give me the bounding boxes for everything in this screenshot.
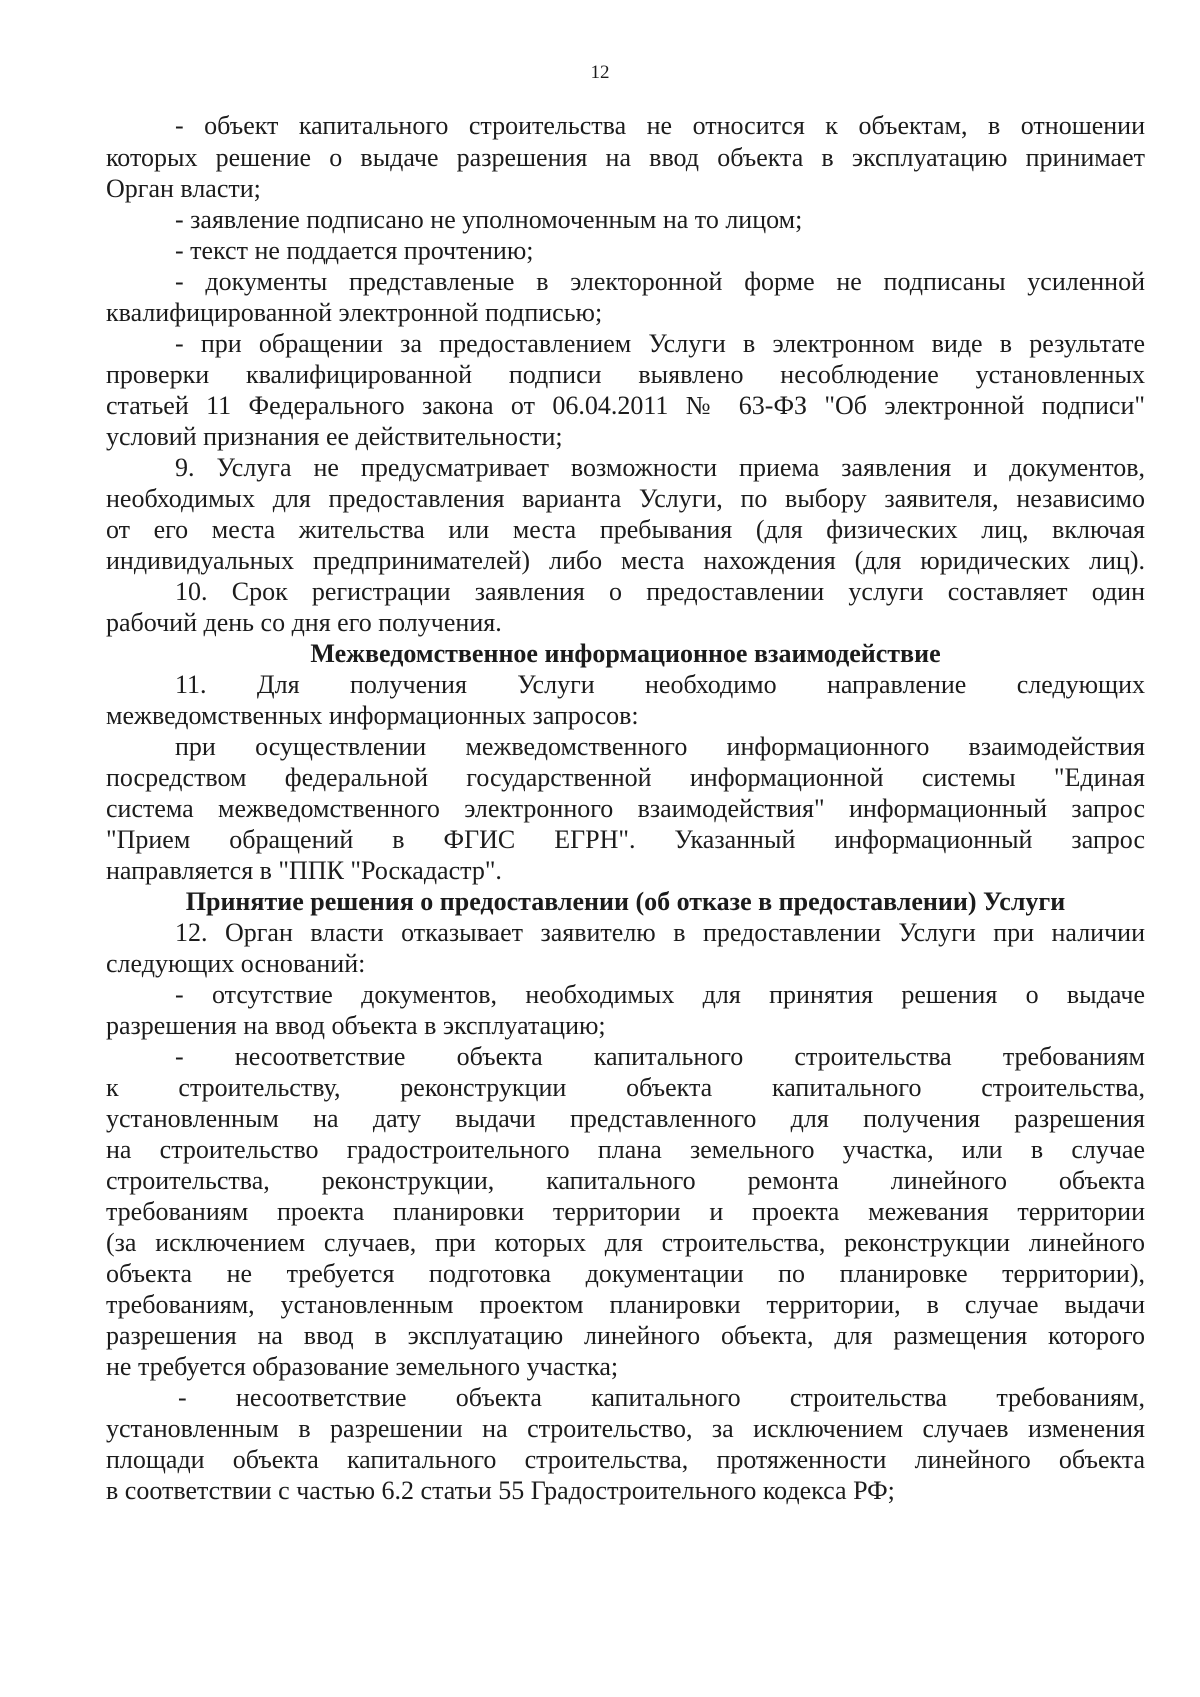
text-line: установленным в разрешении на строительство, за исключением случаев изменения — [106, 1414, 1145, 1443]
text-line: квалифицированной электронной подписью; — [106, 298, 603, 327]
text-line: 11. Для получения Услуги необходимо направление следующих — [175, 670, 1145, 699]
text-line: следующих оснований: — [106, 949, 366, 978]
section-heading: Межведомственное информационное взаимодействие — [310, 639, 941, 668]
text-line: рабочий день со дня его получения. — [106, 608, 502, 637]
section-heading: Принятие решения о предоставлении (об отказе в предоставлении) Услуги — [185, 887, 1066, 916]
text-line: (за исключением случаев, при которых для строительства, реконструкции линейного — [106, 1228, 1145, 1257]
text-line: система межведомственного электронного взаимодействия" информационный запрос — [106, 794, 1145, 823]
text-line: объекта не требуется подготовка документации по планировке территории), — [106, 1259, 1145, 1288]
text-line: при осуществлении межведомственного информационного взаимодействия — [175, 732, 1145, 761]
text-line: "Прием обращений в ФГИС ЕГРН". Указанный информационный запрос — [106, 825, 1145, 854]
text-line: в соответствии с частью 6.2 статьи 55 Градостроительного кодекса РФ; — [106, 1476, 895, 1505]
text-line: требованиям, установленным проектом планировки территории, в случае выдачи — [106, 1290, 1145, 1319]
text-line: 10. Срок регистрации заявления о предоставлении услуги составляет один — [175, 577, 1145, 606]
page-number: 12 — [590, 62, 610, 83]
text-line: к строительству, реконструкции объекта капитального строительства, — [106, 1073, 1145, 1102]
text-line: направляется в "ППК "Роскадастр". — [106, 856, 502, 885]
text-line: межведомственных информационных запросов: — [106, 701, 639, 730]
text-line: - объект капитального строительства не относится к объектам, в отношении — [175, 111, 1145, 140]
text-line: от его места жительства или места пребывания (для физических лиц, включая — [106, 515, 1145, 544]
text-line: не требуется образование земельного участка; — [106, 1352, 619, 1381]
text-line: на строительство градостроительного плана земельного участка, или в случае — [106, 1135, 1145, 1164]
text-line: проверки квалифицированной подписи выявлено несоблюдение установленных — [106, 360, 1145, 389]
text-line: требованиям проекта планировки территории и проекта межевания территории — [106, 1197, 1145, 1226]
text-line: - заявление подписано не уполномоченным на то лицом; — [175, 205, 803, 234]
text-line: - несоответствие объекта капитального строительства требованиям — [175, 1042, 1145, 1071]
text-line: установленным на дату выдачи представленного для получения разрешения — [106, 1104, 1145, 1133]
text-line: индивидуальных предпринимателей) либо места нахождения (для юридических лиц). — [106, 546, 1145, 575]
text-line: - документы представленые в электоронной форме не подписаны усиленной — [175, 267, 1145, 296]
text-line: условий признания ее действительности; — [106, 422, 563, 451]
text-line: 12. Орган власти отказывает заявителю в предоставлении Услуги при наличии — [175, 918, 1145, 947]
text-line: необходимых для предоставления варианта Услуги, по выбору заявителя, независимо — [106, 484, 1145, 513]
text-line: разрешения на ввод в эксплуатацию линейного объекта, для размещения которого — [106, 1321, 1145, 1350]
text-line: - несоответствие объекта капитального строительства требованиям, — [178, 1383, 1145, 1412]
text-line: 9. Услуга не предусматривает возможности приема заявления и документов, — [175, 453, 1145, 482]
text-line: Орган власти; — [106, 174, 261, 203]
text-line: посредством федеральной государственной информационной системы "Единая — [106, 763, 1145, 792]
text-line: строительства, реконструкции, капитального ремонта линейного объекта — [106, 1166, 1145, 1195]
text-line: которых решение о выдаче разрешения на ввод объекта в эксплуатацию принимает — [106, 143, 1145, 172]
text-line: - при обращении за предоставлением Услуги в электронном виде в результате — [175, 329, 1145, 358]
text-line: - текст не поддается прочтению; — [175, 236, 534, 265]
text-line: - отсутствие документов, необходимых для принятия решения о выдаче — [175, 980, 1145, 1009]
text-line: разрешения на ввод объекта в эксплуатацию; — [106, 1011, 606, 1040]
text-line: площади объекта капитального строительства, протяженности линейного объекта — [106, 1445, 1145, 1474]
text-line: статьей 11 Федерального закона от 06.04.2011 № 63-ФЗ "Об электронной подписи" — [106, 391, 1145, 420]
